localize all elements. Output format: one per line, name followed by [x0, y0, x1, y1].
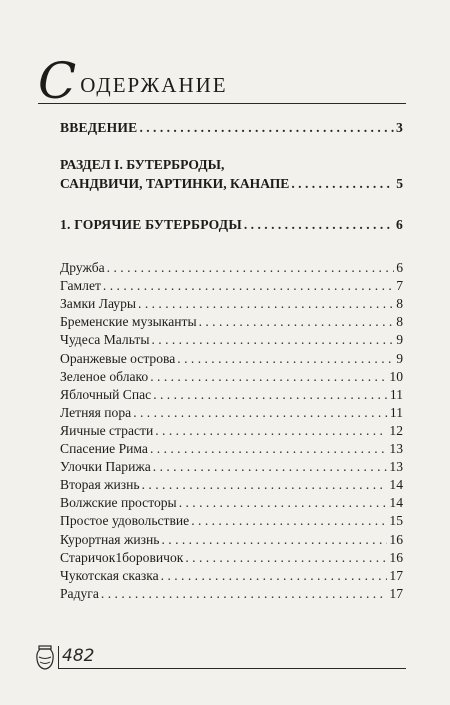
toc-label: Зеленое облако	[60, 368, 149, 384]
toc-label: Старичок1боровичок	[60, 549, 184, 565]
toc-entry[interactable]	[60, 512, 403, 529]
toc-label: Вторая жизнь	[60, 477, 140, 493]
toc-page: 6	[396, 260, 403, 275]
toc-label-line2-row	[60, 174, 403, 193]
toc-label: ВВЕДЕНИЕ	[60, 120, 138, 135]
toc-page: 16	[389, 549, 403, 565]
title-dropcap: С	[38, 52, 79, 110]
toc-leader	[179, 494, 388, 511]
toc-leader	[177, 350, 394, 367]
toc-entry[interactable]	[60, 458, 403, 475]
title-text: одержание	[80, 66, 228, 99]
toc-entry[interactable]	[60, 386, 403, 403]
toc-entry[interactable]	[60, 494, 403, 511]
toc-page: 11	[389, 404, 403, 420]
toc-label: Гамлет	[60, 278, 101, 294]
toc-page: 8	[396, 314, 403, 330]
toc-page: 3	[396, 120, 403, 135]
toc-label: Оранжевые острова	[60, 350, 176, 366]
toc-section-intro[interactable]	[60, 119, 403, 136]
toc-leader	[151, 331, 394, 348]
toc-page: 6	[396, 217, 403, 232]
toc-leader	[244, 216, 394, 233]
toc-leader	[133, 404, 388, 421]
toc-label: Бременские музыканты	[60, 314, 197, 330]
toc-entry[interactable]	[60, 440, 403, 457]
toc-entry[interactable]	[60, 259, 403, 276]
toc-leader	[161, 531, 387, 548]
toc-label: Радуга	[60, 585, 99, 601]
toc-leader	[153, 458, 388, 475]
toc-section-hot-sandwiches[interactable]	[60, 216, 403, 233]
toc-label-line2: САНДВИЧИ, ТАРТИНКИ, КАНАПЕ	[60, 176, 290, 191]
toc-entry[interactable]	[60, 350, 403, 367]
toc-leader	[107, 259, 395, 276]
toc-page: 10	[389, 368, 403, 384]
toc-label: Летняя пора	[60, 404, 132, 420]
toc-page: 8	[396, 296, 403, 312]
footer-divider	[58, 646, 59, 668]
toc-leader	[191, 512, 387, 529]
toc-leader	[153, 386, 388, 403]
page-number: 482	[62, 646, 95, 666]
toc-page: 17	[389, 567, 403, 583]
toc-label: Курортная жизнь	[60, 531, 160, 547]
page-title	[38, 52, 228, 110]
toc-leader	[138, 295, 394, 312]
toc-label: Улочки Парижа	[60, 459, 151, 475]
toc-page: 11	[389, 386, 403, 402]
toc-leader	[150, 368, 387, 385]
toc-page: 17	[389, 585, 403, 601]
toc-label: Волжские просторы	[60, 495, 177, 511]
toc-leader	[142, 476, 388, 493]
title-rule	[38, 103, 406, 104]
toc-label: Чукотская сказка	[60, 567, 159, 583]
toc-entry[interactable]	[60, 368, 403, 385]
toc-page: 9	[396, 332, 403, 348]
toc-leader	[155, 422, 387, 439]
toc-label-line1: РАЗДЕЛ I. БУТЕРБРОДЫ,	[60, 157, 225, 172]
toc-entry[interactable]	[60, 531, 403, 548]
footer-rule	[58, 668, 406, 669]
toc-page: 13	[389, 459, 403, 475]
toc-page: 14	[389, 477, 403, 493]
toc-label: Простое удовольствие	[60, 513, 190, 529]
toc-entry[interactable]	[60, 549, 403, 566]
toc-section-part1[interactable]	[60, 155, 403, 193]
toc-label: Яичные страсти	[60, 422, 154, 438]
toc-entry[interactable]	[60, 404, 403, 421]
toc-page: 5	[396, 176, 403, 191]
toc-label: Спасение Рима	[60, 441, 148, 456]
toc-page: 12	[389, 422, 403, 438]
toc-label: Яблочный Спас	[60, 386, 152, 402]
toc-leader	[161, 567, 388, 584]
toc-leader	[101, 585, 387, 602]
toc-entry[interactable]	[60, 295, 403, 312]
toc-entry[interactable]	[60, 331, 403, 348]
toc-label: 1. ГОРЯЧИЕ БУТЕРБРОДЫ	[60, 217, 242, 232]
toc-page: 14	[389, 495, 403, 511]
toc-entry[interactable]	[60, 567, 403, 584]
toc-entry[interactable]	[60, 313, 403, 330]
toc-leader	[185, 549, 387, 566]
toc-leader	[199, 313, 395, 330]
toc-entry[interactable]	[60, 422, 403, 439]
toc-leader	[139, 119, 394, 136]
pot-icon	[34, 645, 56, 671]
toc-label: Чудеса Мальты	[60, 332, 150, 348]
toc-leader	[291, 174, 394, 193]
toc-leader	[150, 440, 387, 457]
toc-page: 13	[389, 441, 403, 456]
toc-leader	[103, 277, 394, 294]
toc-entry[interactable]	[60, 277, 403, 294]
toc-entry[interactable]	[60, 476, 403, 493]
toc-page: 9	[396, 350, 403, 366]
toc-label: Замки Лауры	[60, 296, 137, 312]
toc-label: Дружба	[60, 260, 105, 275]
toc-entry[interactable]	[60, 585, 403, 602]
toc-page: 16	[389, 531, 403, 547]
toc-page: 15	[389, 513, 403, 529]
toc-page: 7	[396, 278, 403, 294]
